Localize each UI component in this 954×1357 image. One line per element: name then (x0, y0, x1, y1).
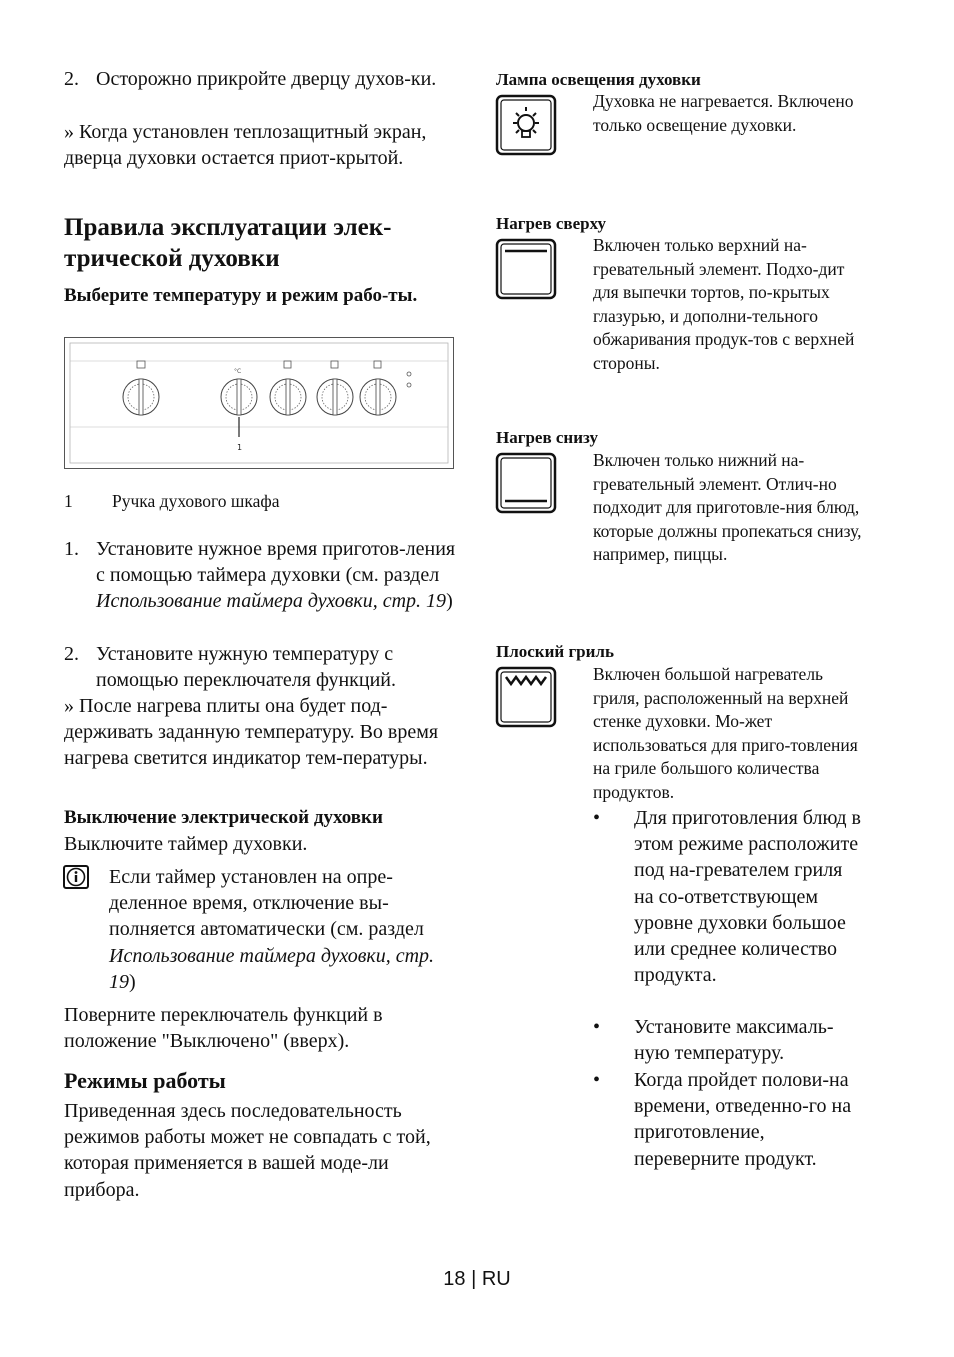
modes-title: Режимы работы (64, 1068, 226, 1093)
step-text: Осторожно прикройте дверцу духов-ки. (96, 68, 437, 90)
note-after-heating: » После нагрева плиты она будет под-держивать заданную температуру. Во время нагрева светится индикатор тем-пературы. (64, 695, 439, 770)
off-text: Выключите таймер духовки. (64, 833, 308, 855)
control-panel-drawing (64, 337, 454, 469)
bullet-symbol: • (593, 1069, 601, 1091)
bullet-text: Установите максималь-ную температуру. (634, 1016, 834, 1065)
page-footer (0, 1268, 954, 1291)
step-text-reference: Использование таймера духовки, стр. 19 (96, 590, 447, 613)
step-2-set-temperature (64, 641, 464, 693)
step-text-close: ) (446, 590, 453, 613)
bullet-text: Когда пройдет полови-на времени, отведенно-го на приготовление, переверните продукт. (634, 1069, 852, 1170)
indicator-lights (407, 372, 411, 387)
mode-bottom-heat-title: Нагрев снизу (496, 428, 598, 447)
mode-flat-grill-title: Плоский гриль (496, 642, 614, 661)
footer-separator: | (471, 1268, 477, 1290)
language-code: RU (481, 1268, 511, 1290)
subsection-select-mode: Выберите температуру и режим рабо-ты. (64, 285, 418, 306)
mode-top-heat-title: Нагрев сверху (496, 214, 606, 233)
mode-lamp-text: Духовка не нагревается. Включено только освещение духовки. (593, 91, 854, 135)
mode-top-heat-text: Включен только верхний на-гревательный элемент. Подхо-дит для выпечки тортов, по-крытых глазурью, и дополни-тельного обжаривания продук-тов с верхней стороны. (593, 235, 855, 373)
step-number: 2. (64, 68, 79, 90)
subsection-oven-off: Выключение электрической духовки (64, 807, 383, 828)
step-text (64, 536, 456, 615)
step-2-close-door (64, 66, 464, 92)
note-heat-screen: » Когда установлен теплозащитный экран, дверца духовки остается приот-крытой. (64, 121, 427, 170)
bottom-heat-icon (495, 452, 557, 514)
hob-knob-1 (270, 361, 306, 415)
info-note-text: Если таймер установлен на опре-деленное время, отключение вы-полняется автоматически (см. раздел (109, 866, 424, 941)
hob-knob-2 (317, 361, 353, 415)
mode-bottom-heat-text: Включен только нижний на-гревательный элемент. Отлич-но подходит для приготовле-ния блюд, которые должны пропекаться снизу, например, пиццы. (593, 450, 862, 565)
mode-flat-grill-text: Включен большой нагреватель гриля, расположенный на верхней стенке духовки. Мо-жет использоваться для приго-товления на гриле большого количества продуктов. (593, 664, 858, 802)
grill-bullet-1 (593, 805, 873, 988)
step-number: 2. (64, 643, 79, 665)
oven-function-knob (221, 368, 257, 415)
info-note-reference: Использование таймера духовки, стр. 19 (109, 944, 435, 993)
turn-switch-text: Поверните переключатель функций в положение "Выключено" (вверх). (64, 1004, 383, 1053)
step-text: Установите нужную температуру с помощью переключателя функций. (96, 643, 396, 692)
figure-callout-number: 1 (237, 443, 243, 452)
page-number: 18 (443, 1268, 466, 1290)
modes-intro: Приведенная здесь последовательность режимов работы может не совпадать с той, которая применяется в вашей моде-ли прибора. (64, 1100, 431, 1201)
info-icon (63, 865, 89, 889)
top-heat-icon (495, 238, 557, 300)
grill-bullet-3 (593, 1067, 873, 1172)
grill-icon (495, 666, 557, 728)
step-1-set-time (64, 536, 464, 615)
timer-knob (123, 361, 159, 415)
legend-text: Ручка духового шкафа (112, 491, 280, 511)
control-panel-figure (64, 337, 454, 469)
bullet-text: Для приготовления блюд в этом режиме расположите под на-гревателем гриля на со-ответствующем уровне духовки большое или среднее количество продукта. (634, 807, 861, 987)
info-note-close: ) (129, 970, 136, 993)
hob-knob-3 (360, 361, 396, 415)
grill-bullet-2 (593, 1014, 873, 1066)
svg-text:°C: °C (234, 368, 242, 375)
mode-lamp-title: Лампа освещения духовки (496, 70, 701, 89)
bullet-symbol: • (593, 1016, 601, 1038)
lamp-icon (495, 94, 557, 156)
bullet-symbol: • (593, 807, 601, 829)
legend-number: 1 (64, 491, 73, 511)
step-number: 1. (64, 538, 79, 560)
section-title: Правила эксплуатации элек-трической духовки (64, 214, 392, 272)
info-note (109, 864, 449, 995)
step-text-main: Установите нужное время приготов-ления с помощью таймера духовки (см. раздел (96, 538, 456, 587)
